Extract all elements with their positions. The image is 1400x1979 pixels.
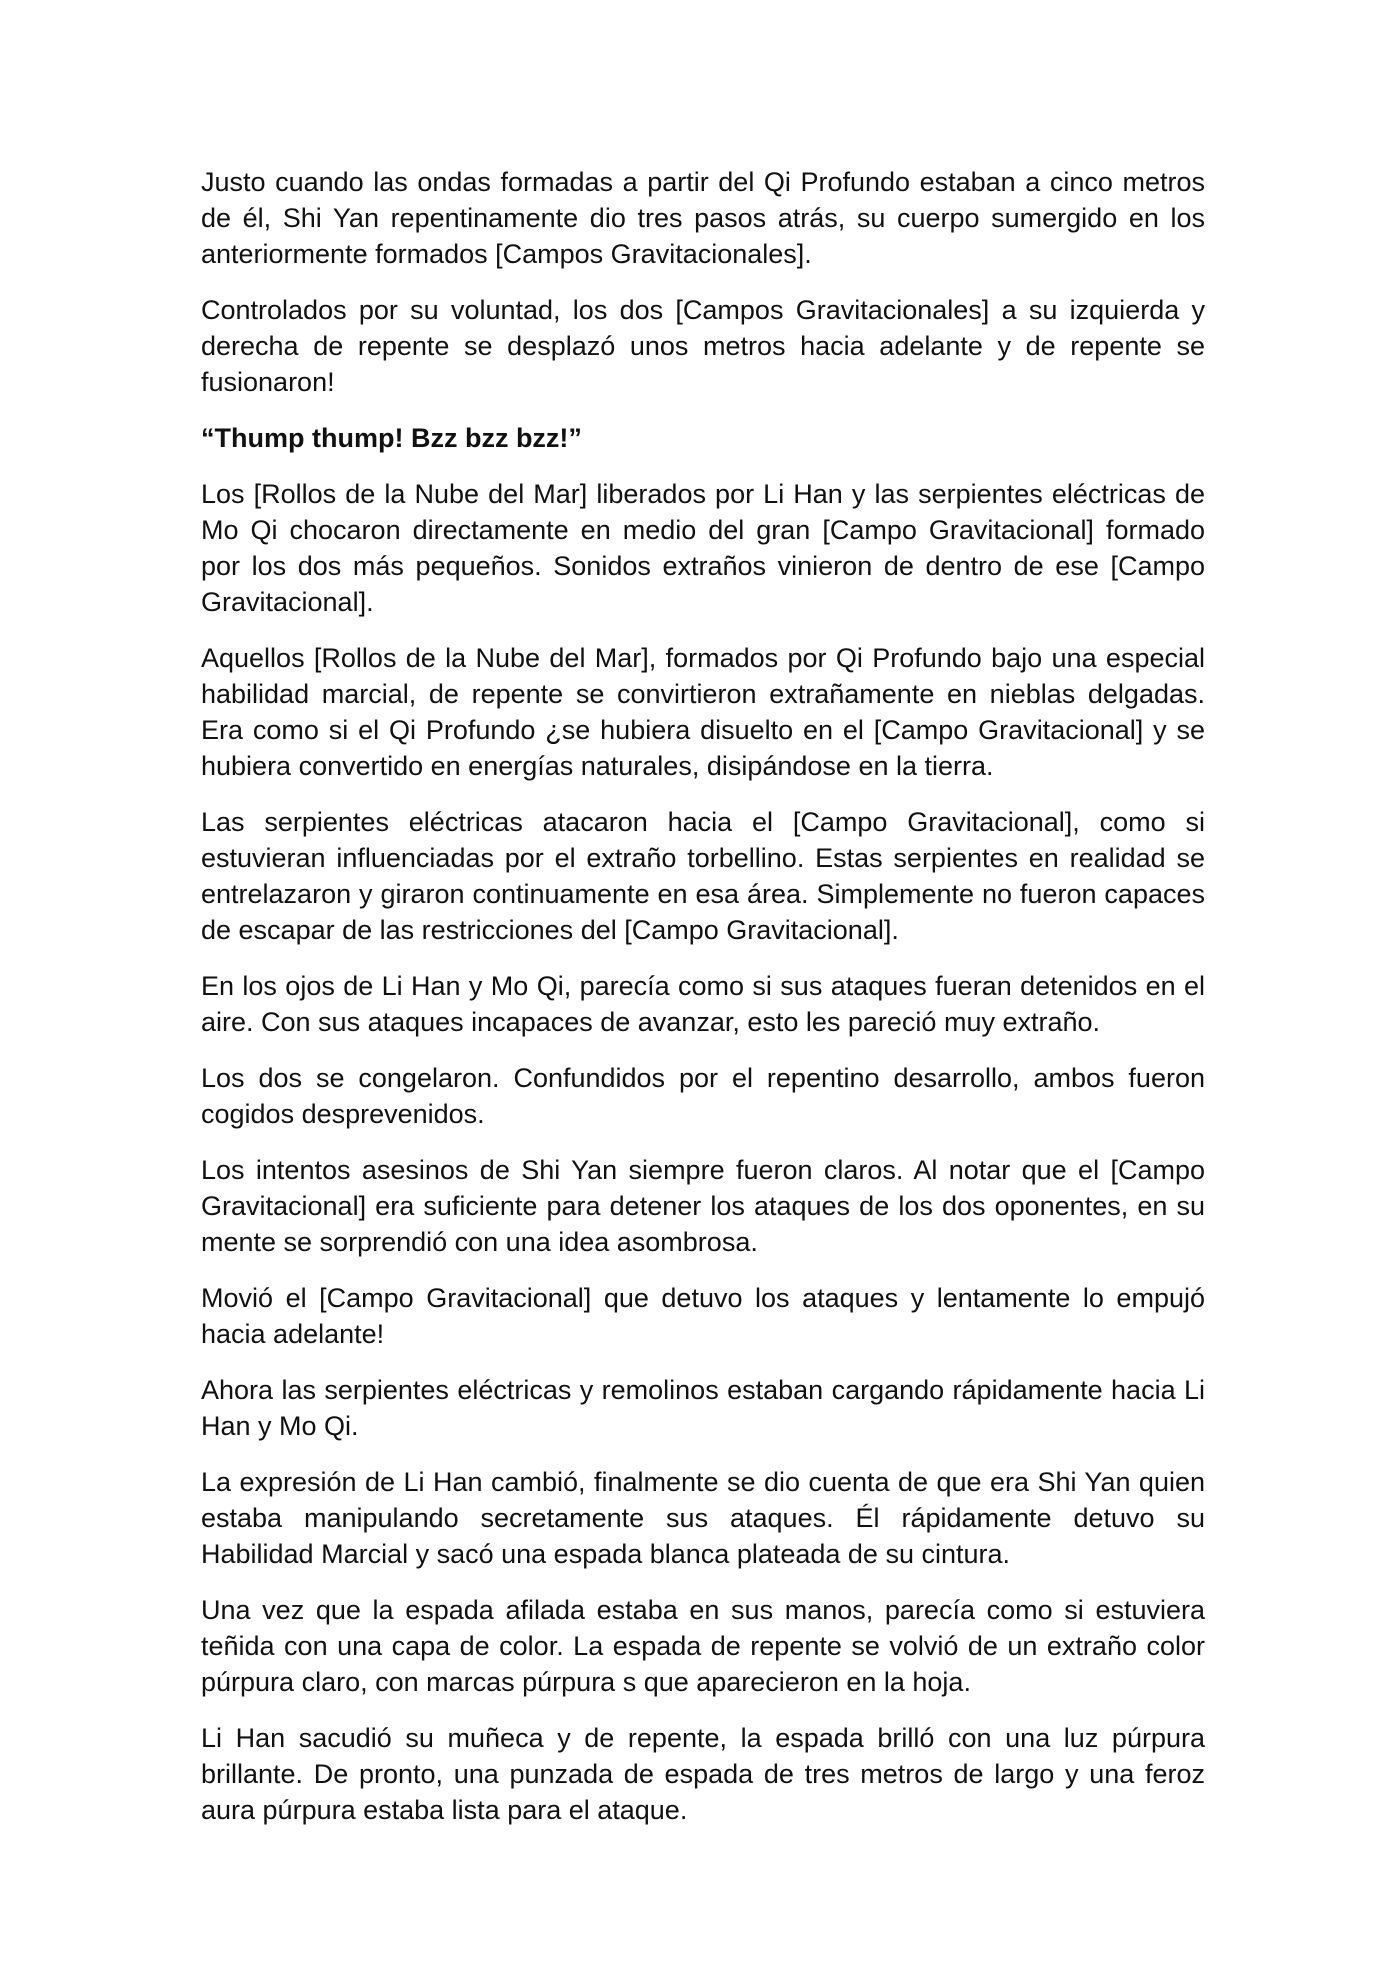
paragraph: Los [Rollos de la Nube del Mar] liberados por Li Han y las serpientes eléctricas de Mo Qi chocaron directamente en medio del gran [Campo Gravitacional] formado por los dos más pequeños. Sonidos extraños vinieron de dentro de ese [Campo Gravitacional]. <box>201 479 1205 617</box>
paragraph: Aquellos [Rollos de la Nube del Mar], formados por Qi Profundo bajo una especial habilidad marcial, de repente se convirtieron extrañamente en nieblas delgadas. Era como si el Qi Profundo ¿se hubiera disuelto en el [Campo Gravitacional] y se hubiera convertido en energías naturales, disipándose en la tierra. <box>201 643 1205 781</box>
paragraph: La expresión de Li Han cambió, finalmente se dio cuenta de que era Shi Yan quien estaba manipulando secretamente sus ataques. Él rápidamente detuvo su Habilidad Marcial y sacó una espada blanca plateada de su cintura. <box>201 1467 1205 1569</box>
paragraph: Los intentos asesinos de Shi Yan siempre fueron claros. Al notar que el [Campo Gravitacional] era suficiente para detener los ataques de los dos oponentes, en su mente se sorprendió con una idea asombrosa. <box>201 1155 1205 1257</box>
paragraph: En los ojos de Li Han y Mo Qi, parecía como si sus ataques fueran detenidos en el aire. Con sus ataques incapaces de avanzar, esto les pareció muy extraño. <box>201 971 1205 1037</box>
paragraph: Las serpientes eléctricas atacaron hacia el [Campo Gravitacional], como si estuvieran influenciadas por el extraño torbellino. Estas serpientes en realidad se entrelazaron y giraron continuamente en esa área. Simplemente no fueron capaces de escapar de las restricciones del [Campo Gravitacional]. <box>201 807 1205 945</box>
paragraph: Los dos se congelaron. Confundidos por el repentino desarrollo, ambos fueron cogidos desprevenidos. <box>201 1063 1205 1129</box>
paragraph: Justo cuando las ondas formadas a partir del Qi Profundo estaban a cinco metros de él, Shi Yan repentinamente dio tres pasos atrás, su cuerpo sumergido en los anteriormente formados [Campos Gravitacionales]. <box>201 167 1205 269</box>
document-body <box>201 164 1205 1848</box>
paragraph: Li Han sacudió su muñeca y de repente, la espada brilló con una luz púrpura brillante. De pronto, una punzada de espada de tres metros de largo y una feroz aura púrpura estaba lista para el ataque. <box>201 1723 1205 1825</box>
sound-effect-line: “Thump thump! Bzz bzz bzz!” <box>201 423 582 453</box>
paragraph: Una vez que la espada afilada estaba en sus manos, parecía como si estuviera teñida con una capa de color. La espada de repente se volvió de un extraño color púrpura claro, con marcas púrpura s que aparecieron en la hoja. <box>201 1595 1205 1697</box>
paragraph: Movió el [Campo Gravitacional] que detuvo los ataques y lentamente lo empujó hacia adelante! <box>201 1283 1205 1349</box>
paragraph: Ahora las serpientes eléctricas y remolinos estaban cargando rápidamente hacia Li Han y Mo Qi. <box>201 1375 1205 1441</box>
paragraph: Controlados por su voluntad, los dos [Campos Gravitacionales] a su izquierda y derecha de repente se desplazó unos metros hacia adelante y de repente se fusionaron! <box>201 295 1205 397</box>
